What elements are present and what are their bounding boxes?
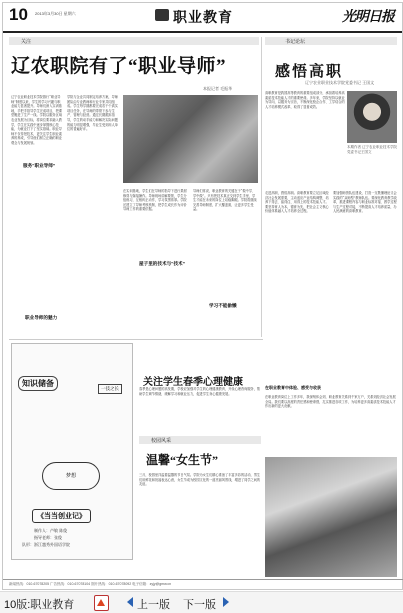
right-byline: 辽宁农业职业技术学院党委书记 王国文 — [305, 80, 375, 85]
section-divider — [9, 339, 263, 340]
warm-headline — [146, 451, 218, 468]
section-emblem-icon — [155, 9, 169, 21]
next-page-link[interactable]: 下一版 — [183, 599, 216, 611]
pdf-icon[interactable] — [94, 595, 109, 611]
headline: 辽农职院有了“职业导师” — [11, 56, 227, 77]
edition-link[interactable]: 10版:职业教育 — [4, 599, 75, 611]
prev-arrow-icon[interactable] — [127, 597, 133, 607]
right-title: 感悟高职 — [275, 64, 344, 80]
left-tag-bar — [9, 37, 259, 45]
right-sub-head: 在职业教育中体验、感受与收获 — [265, 385, 321, 390]
left-tag: 关注 — [21, 39, 32, 45]
page-footer: 新闻热线：010-67078205 广告热线：010-67078104 图片热线：010-67078092 电子信箱：zyjy@gmw.cn — [3, 579, 403, 589]
right-text-2: 走进高职，感悟高职。高职教育要立足区域经济社会发展需要，主动适应产业结构调整，培养下得去、留得住、用得上的技术技能人才。要坚持育人为本，德育为先，把社会主义核心价值体系融入人才培养全过程。 — [265, 191, 329, 214]
headline-byline: 本报记者 毛振华 — [203, 86, 233, 91]
sub-head-1: 服务“职业导师” — [23, 163, 56, 168]
article-column-3: 在实训基地，学生们在导师的指导下进行果树修剪与嫁接操作。导师现场讲解要领，学生分组练习，互相纠正动作，学习氛围浓厚。学院还建立了导师考核机制，把学生成长作为评价导师工作的重要依据。 — [123, 189, 187, 212]
cartoon-caption-3: 队形：浙江越秀外国语学院 — [22, 542, 70, 547]
warm-headline-prefix: 温馨 — [146, 453, 171, 467]
right-text-1: 高职教育是我国高等教育的重要组成部分，承担着培养高素质技术技能人才的重要使命。多年来，学院坚持以就业为导向，以服务为宗旨，不断深化校企合作、工学结合的人才培养模式改革，取得了显著成效。 — [265, 91, 345, 109]
festival-photo — [265, 457, 397, 577]
cartoon-dream-bubble: 梦想 — [42, 462, 100, 490]
author-portrait — [347, 91, 397, 143]
cartoon-caption-2: 指导老师：张俊 — [34, 535, 62, 540]
section-title: 职业教育 — [173, 9, 233, 25]
portrait-caption: 本期作者 辽宁农业职业技术学院党委书记王国文 — [347, 145, 397, 154]
sub-head-4: 学习不能偷懒 — [209, 303, 237, 308]
article-photo — [123, 95, 258, 183]
date-line: 2013年3月30日 星期六 — [35, 11, 76, 16]
page-number: 10 — [9, 5, 28, 24]
cartoon-banner: 知识储备 — [18, 376, 58, 391]
warm-headline-accent: “女生节” — [170, 453, 219, 467]
article-column-1: 辽宁农业职业技术学院推行“职业导师”制度以来，学生的学习兴趣与职业能力显著提升。导师们深入实训基地，手把手指导学生完成项目，把课堂搬进了生产一线。学院以服务区域农业发展为目标，将岗位要求融入教学，学生在实践中逐步掌握核心技能，为就业打下了坚实基础。职业导师不仅传授技术，更关注学生职业素养的养成，引导他们树立正确的职业观念与发展规划。 — [11, 95, 62, 145]
cartoon-book-title: 《当当创业记》 — [32, 509, 91, 523]
sub-head-3: 屋子里的技术与“技术” — [139, 261, 185, 266]
right-text-3: 要加强师资队伍建设，打造一支既懂理论又会实践的“双师型”教师队伍。要深化教育教学改革，推进课程内容与职业标准对接、教学过程与生产过程对接，不断提高人才培养质量，办人民满意的高职教育。 — [333, 191, 397, 214]
middle-text: 春季是心理问题的高发期，学校应加强对学生的心理健康教育，开设心理咨询服务，帮助学生调节情绪，缓解学习和就业压力，促进学生身心健康发展。 — [139, 387, 261, 396]
column-divider — [261, 37, 262, 337]
prev-page-link[interactable]: 上一版 — [137, 599, 170, 611]
student-cartoon — [11, 343, 133, 560]
right-text-4: 在职业教育岗位上工作多年，我深刻体会到，职业教育关系到千家万户，关系到经济社会发展全局。我们要以高度的责任感和使命感，扎实推进各项工作，为培养更多高素质技术技能人才作出新的更大贡献。 — [265, 395, 396, 409]
cartoon-tag: 一技之长 — [98, 384, 122, 394]
sub-head-2: 职业导师的魅力 — [25, 315, 58, 320]
newspaper-page — [2, 2, 403, 590]
warm-text: 三月，校园里洋溢着温馨的节日气氛。学院为女生们精心准备了丰富多彩的活动，男生们用鲜花和祝福表达心意，女生节成为校园文化的一道亮丽风景线，增进了同学之间的友谊。 — [139, 473, 261, 487]
middle-headline: 关注学生春季心理健康 — [143, 377, 243, 388]
cartoon-caption-1: 制作人：卢敏 陈俊 — [34, 528, 68, 533]
right-tag: 书记论坛 — [285, 39, 306, 45]
article-column-2: 学院与企业共同制定培养方案，导师团队由专业教师和行业专家共同组成。学生每学期都要完成若干个真实项目任务，在导师的带领下参与生产、管理与经营。通过长期跟踪指导，学生的动手能力和解决实际问题的能力明显增强，毕业生受到用人单位的普遍好评。 — [67, 95, 118, 132]
masthead — [3, 3, 402, 33]
column-tag: 校园风采 — [151, 438, 172, 444]
next-arrow-icon[interactable] — [223, 597, 229, 607]
page-nav-bar — [0, 591, 403, 613]
article-column-4: 导师们常说，职业教育的关键在于“做中学、学中做”。只有把技术真正交到学生手里，学生才能在未来的岗位上站稳脚跟。学院将继续完善导师制度，扩大覆盖面，让更多学生受益。 — [193, 189, 257, 212]
newspaper-logo: 光明日报 — [342, 9, 394, 25]
